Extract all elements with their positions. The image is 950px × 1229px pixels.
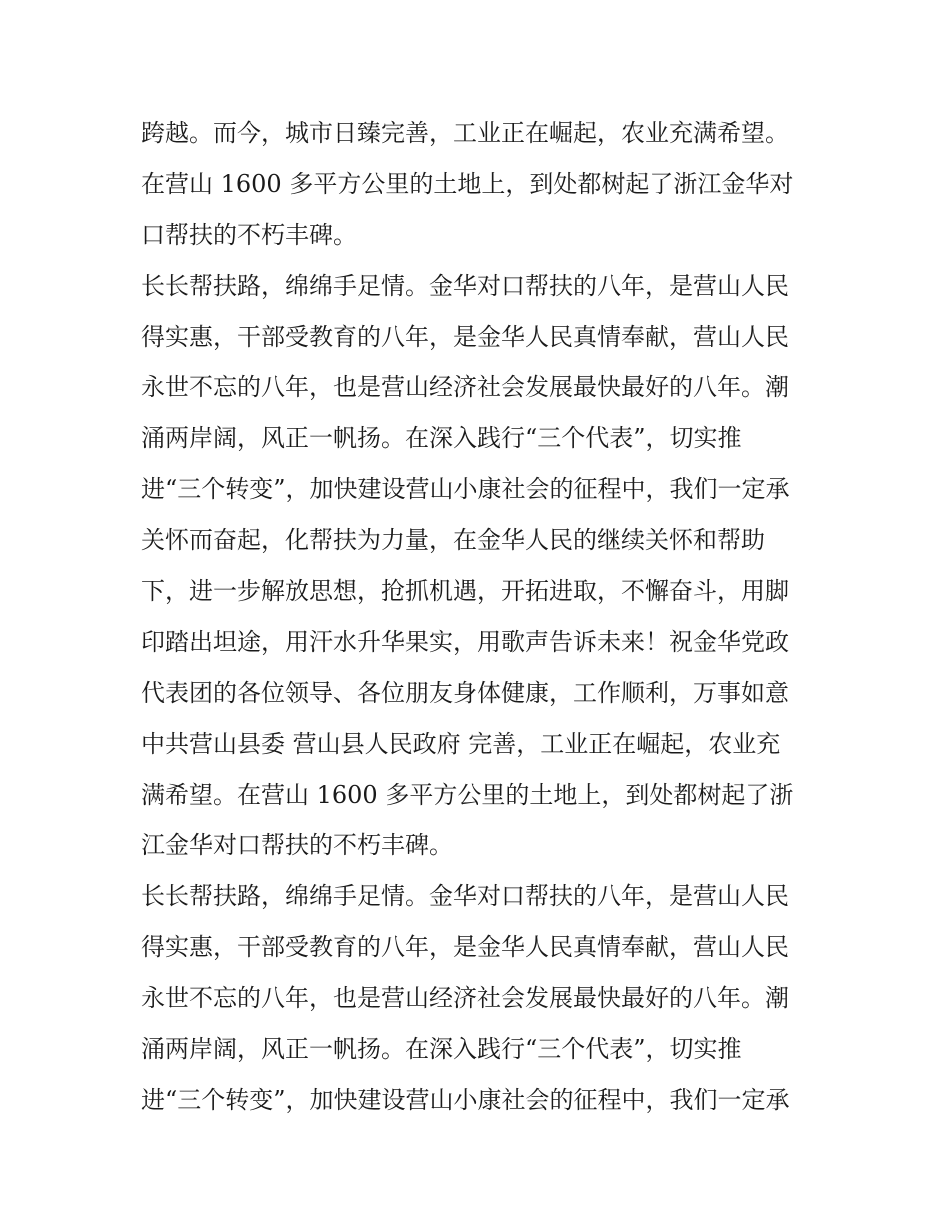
text-line: 涌两岸阔，风正一帆扬。在深入践行“三个代表”，切实推 [141, 424, 742, 453]
body-text [141, 108, 831, 1126]
text-line: 印踏出坦途，用汗水升华果实，用歌声告诉未来！祝金华党政 [141, 627, 789, 656]
text-line: 在营山 1600 多平方公里的土地上，到处都树起了浙江金华对 [141, 169, 794, 198]
text-line: 满希望。在营山 1600 多平方公里的土地上，到处都树起了浙 [141, 780, 794, 809]
text-line: 得实惠，干部受教育的八年，是金华人民真情奉献，营山人民 [141, 933, 789, 962]
text-line: 得实惠，干部受教育的八年，是金华人民真情奉献，营山人民 [141, 322, 789, 351]
text-line: 进“三个转变”，加快建设营山小康社会的征程中，我们一定承 [141, 475, 790, 504]
text-line: 口帮扶的不朽丰碑。 [141, 220, 357, 249]
text-line: 永世不忘的八年，也是营山经济社会发展最快最好的八年。潮 [141, 373, 789, 402]
text-line: 中共营山县委 营山县人民政府 完善，工业正在崛起，农业充 [141, 729, 781, 758]
text-line: 下，进一步解放思想，抢抓机遇，开拓进取，不懈奋斗，用脚 [141, 577, 789, 606]
text-line: 长长帮扶路，绵绵手足情。金华对口帮扶的八年，是营山人民 [141, 882, 789, 911]
text-line: 进“三个转变”，加快建设营山小康社会的征程中，我们一定承 [141, 1085, 790, 1114]
text-line: 关怀而奋起，化帮扶为力量，在金华人民的继续关怀和帮助 [141, 526, 765, 555]
text-line: 永世不忘的八年，也是营山经济社会发展最快最好的八年。潮 [141, 984, 789, 1013]
text-line: 代表团的各位领导、各位朋友身体健康，工作顺利，万事如意 [141, 678, 789, 707]
text-line: 长长帮扶路，绵绵手足情。金华对口帮扶的八年，是营山人民 [141, 271, 789, 300]
text-line: 涌两岸阔，风正一帆扬。在深入践行“三个代表”，切实推 [141, 1035, 742, 1064]
text-line: 跨越。而今，城市日臻完善，工业正在崛起，农业充满希望。 [141, 119, 789, 147]
text-line: 江金华对口帮扶的不朽丰碑。 [141, 831, 453, 860]
